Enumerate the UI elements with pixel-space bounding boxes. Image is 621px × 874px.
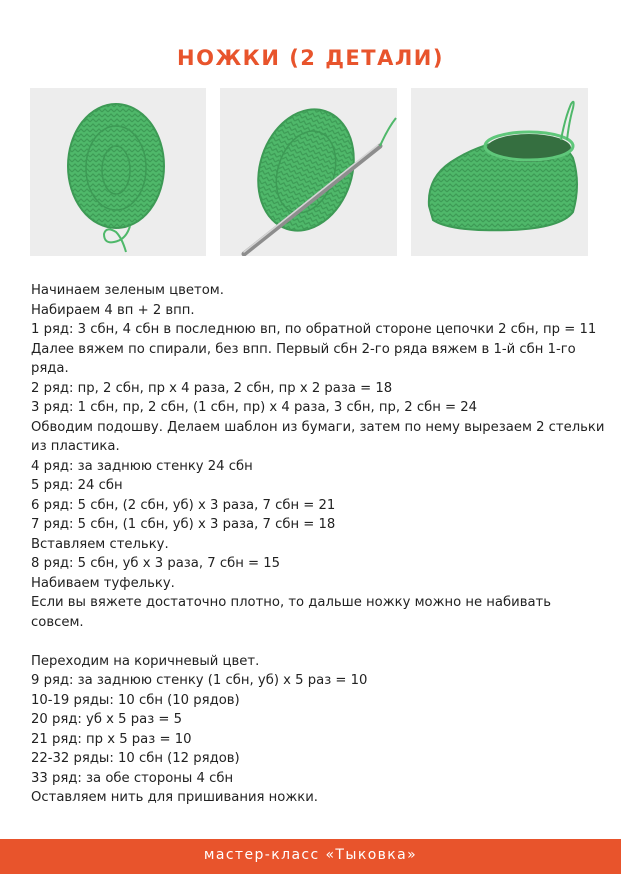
- instruction-line: Набиваем туфельку.: [31, 575, 175, 591]
- photo-slipper: [411, 88, 588, 256]
- instruction-line: 2 ряд: пр, 2 сбн, пр х 4 раза, 2 сбн, пр х 2 раза = 18: [31, 380, 393, 396]
- instruction-line: 7 ряд: 5 сбн, (1 сбн, уб) х 3 раза, 7 сбн = 18: [31, 517, 336, 532]
- instruction-line: Далее вяжем по спирали, без впп. Первый сбн 2-го ряда вяжем в 1-й сбн 1-го ряда.: [31, 341, 576, 376]
- instruction-line: 9 ряд: за заднюю стенку (1 сбн, уб) х 5 раз = 10: [31, 673, 368, 688]
- instruction-line: 8 ряд: 5 сбн, уб х 3 раза, 7 сбн = 15: [31, 556, 281, 571]
- crochet-sole-with-needle-icon: [220, 88, 397, 256]
- instruction-line: 4 ряд: за заднюю стенку 24 сбн: [31, 458, 253, 474]
- instruction-line: 22-32 ряды: 10 сбн (12 рядов): [31, 751, 240, 766]
- instructions-part-brown: [31, 652, 606, 808]
- instruction-line: Переходим на коричневый цвет.: [31, 653, 260, 669]
- instructions: [31, 281, 606, 808]
- instruction-line: 33 ряд: за обе стороны 4 сбн: [31, 770, 234, 786]
- instruction-line: Набираем 4 вп + 2 впп.: [31, 302, 195, 318]
- photo-sole-needle: [220, 88, 397, 256]
- instruction-line: 21 ряд: пр х 5 раз = 10: [31, 731, 192, 747]
- page-title: НОЖКИ (2 ДЕТАЛИ): [177, 46, 444, 70]
- footer-text: мастер-класс «Тыковка»: [203, 847, 418, 863]
- paragraph-gap: [31, 632, 606, 652]
- instruction-line: Обводим подошву. Делаем шаблон из бумаги, затем по нему вырезаем 2 стельки из пластика.: [31, 419, 605, 454]
- crochet-sole-oval-icon: [30, 88, 206, 256]
- instruction-line: Оставляем нить для пришивания ножки.: [31, 790, 318, 805]
- instruction-line: Если вы вяжете достаточно плотно, то дальше ножку можно не набивать совсем.: [31, 595, 552, 630]
- photo-sole: [30, 88, 206, 256]
- instruction-line: 5 ряд: 24 сбн: [31, 478, 123, 493]
- instruction-line: 10-19 ряды: 10 сбн (10 рядов): [31, 692, 240, 708]
- instruction-line: Вставляем стельку.: [31, 536, 169, 552]
- instruction-line: 20 ряд: уб х 5 раз = 5: [31, 712, 183, 727]
- crochet-slipper-icon: [411, 88, 588, 256]
- instruction-line: 1 ряд: 3 сбн, 4 сбн в последнюю вп, по обратной стороне цепочки 2 сбн, пр = 11: [31, 322, 597, 337]
- footer-bar: [0, 839, 621, 874]
- photo-row: [30, 88, 590, 256]
- instruction-line: 6 ряд: 5 сбн, (2 сбн, уб) х 3 раза, 7 сбн = 21: [31, 497, 336, 513]
- instructions-part-green: [31, 281, 606, 632]
- instruction-line: Начинаем зеленым цветом.: [31, 283, 224, 298]
- instruction-line: 3 ряд: 1 сбн, пр, 2 сбн, (1 сбн, пр) х 4 раза, 3 сбн, пр, 2 сбн = 24: [31, 400, 478, 415]
